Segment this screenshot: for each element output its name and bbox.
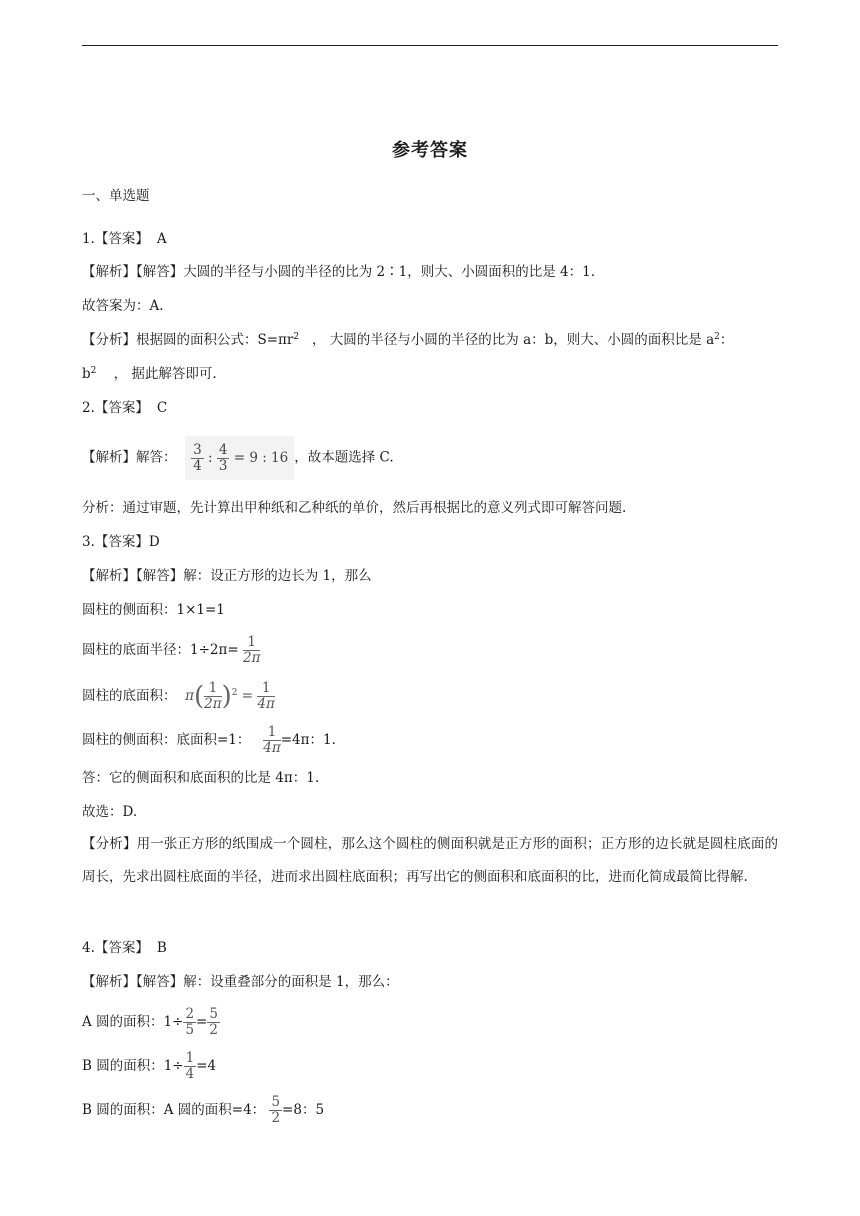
q1-exponent: 2 [714,332,720,342]
fraction: $\frac{2}{5}$ [185,1006,195,1038]
q3-answer-line: 3.【答案】D [82,534,160,550]
fraction: $\frac{5}{2}$ [209,1006,218,1038]
q1-analysis: 【解析】【解答】大圆的半径与小圆的半径的比为 2∶1，则大、小圆面积的比是 4：1. [82,264,595,280]
pi-symbol: π [185,688,194,704]
fraction: $\frac{3}{4}$ [193,442,202,474]
q1-exponent: 2 [90,366,97,376]
q2-result: = 9 : 16 [233,450,289,466]
q3-base-label: 圆柱的底面积： [82,688,177,704]
q4-ratio-label: B 圆的面积：A 圆的面积=4： [82,1102,266,1118]
q4-ratio-tail: =8：5 [282,1102,325,1118]
q4-ratio [82,1092,324,1128]
q4-analysis: 【解析】【解答】解：设重叠部分的面积是 1，那么： [82,974,399,990]
left-paren: ( [193,681,205,712]
q2-analysis-label: 【解析】解答： [82,449,177,466]
q1-fenxi-part: 【分析】根据圆的面积公式：S=πr [82,332,294,348]
q3-ratio [82,722,336,758]
q3-ratio-label: 圆柱的侧面积：底面积=1： [82,732,251,748]
ratio-sign: : [207,450,213,466]
equals-sign: = [196,1014,208,1030]
fraction: $\frac{5}{2}$ [271,1094,281,1126]
q2-analysis-tail: ，故本题选择 C. [294,449,394,466]
q4-answer-line [82,938,167,958]
fraction: $\frac{1}{4}$ [185,1050,195,1082]
q3-radius-label: 圆柱的底面半径：1÷2π= [82,642,239,658]
q2-fenxi: 分析：通过审题，先计算出甲种纸和乙种纸的单价，然后再根据比的意义列式即可解答问题. [82,500,627,516]
q2-answer-line [82,398,167,418]
q1-answer-line [82,229,167,249]
q1-fenxi-line1 [82,330,733,350]
page-title: 参考答案 [392,140,468,161]
header-rule [82,45,778,46]
q1-fenxi-line2 [82,364,217,384]
q1-fenxi-part: b [82,366,91,382]
q4-head: 4.【答案】 [82,940,149,956]
q1-head: 1.【答案】 [82,231,149,247]
q3-side-area: 圆柱的侧面积：1×1=1 [82,602,225,618]
q4-b-tail: =4 [196,1058,217,1074]
q2-head: 2.【答案】 [82,400,149,416]
q3-analysis: 【解析】【解答】解：设正方形的边长为 1，那么 [82,568,372,584]
q4-b-area [82,1048,216,1084]
q1-exponent: 2 [293,332,300,342]
q3-reply: 答：它的侧面积和底面积的比是 4π：1. [82,770,320,786]
q1-fenxi-part: ， 据此解答即可. [113,366,217,382]
q4-b-label: B 圆的面积：1÷ [82,1058,184,1074]
q1-fenxi-part: ： [719,332,734,348]
equals-sign: = [241,688,254,704]
section-heading: 一、单选题 [82,188,150,204]
q1-answer: A [156,231,167,247]
exponent: 2 [231,688,238,698]
fraction: $\frac{1}{4\pi}$ [263,724,281,756]
fraction: $\frac{1}{2\pi}$ [204,680,222,712]
q2-formula [185,436,294,480]
q2-answer: C [156,400,168,416]
q4-a-label: A 圆的面积：1÷ [82,1014,184,1030]
q3-base-area [82,676,275,717]
q1-fenxi-part: ， 大圆的半径与小圆的半径的比为 a：b，则大、小圆的面积比是 a [312,332,715,348]
q3-choice: 故选：D. [82,804,138,820]
fraction: $\frac{1}{4\pi}$ [257,680,275,712]
q2-analysis [82,436,394,480]
fraction: $\frac{1}{2\pi}$ [242,634,261,666]
q1-conclusion: 故答案为：A. [82,298,164,314]
right-paren: ) [221,681,232,712]
q3-fenxi: 【分析】用一张正方形的纸围成一个圆柱，那么这个圆柱的侧面积就是正方形的面积；正方形的边长就是圆柱底面的周长，先求出圆柱底面的半径，进而求出圆柱底面积；再写出它的侧面积和底面积的比，进而化简成最简比得解. [82,836,778,885]
q3-radius [82,632,260,668]
q3-ratio-tail: =4π：1. [280,732,336,748]
fraction: $\frac{4}{3}$ [218,442,228,474]
q4-answer: B [156,940,167,956]
q4-a-area [82,1004,220,1040]
